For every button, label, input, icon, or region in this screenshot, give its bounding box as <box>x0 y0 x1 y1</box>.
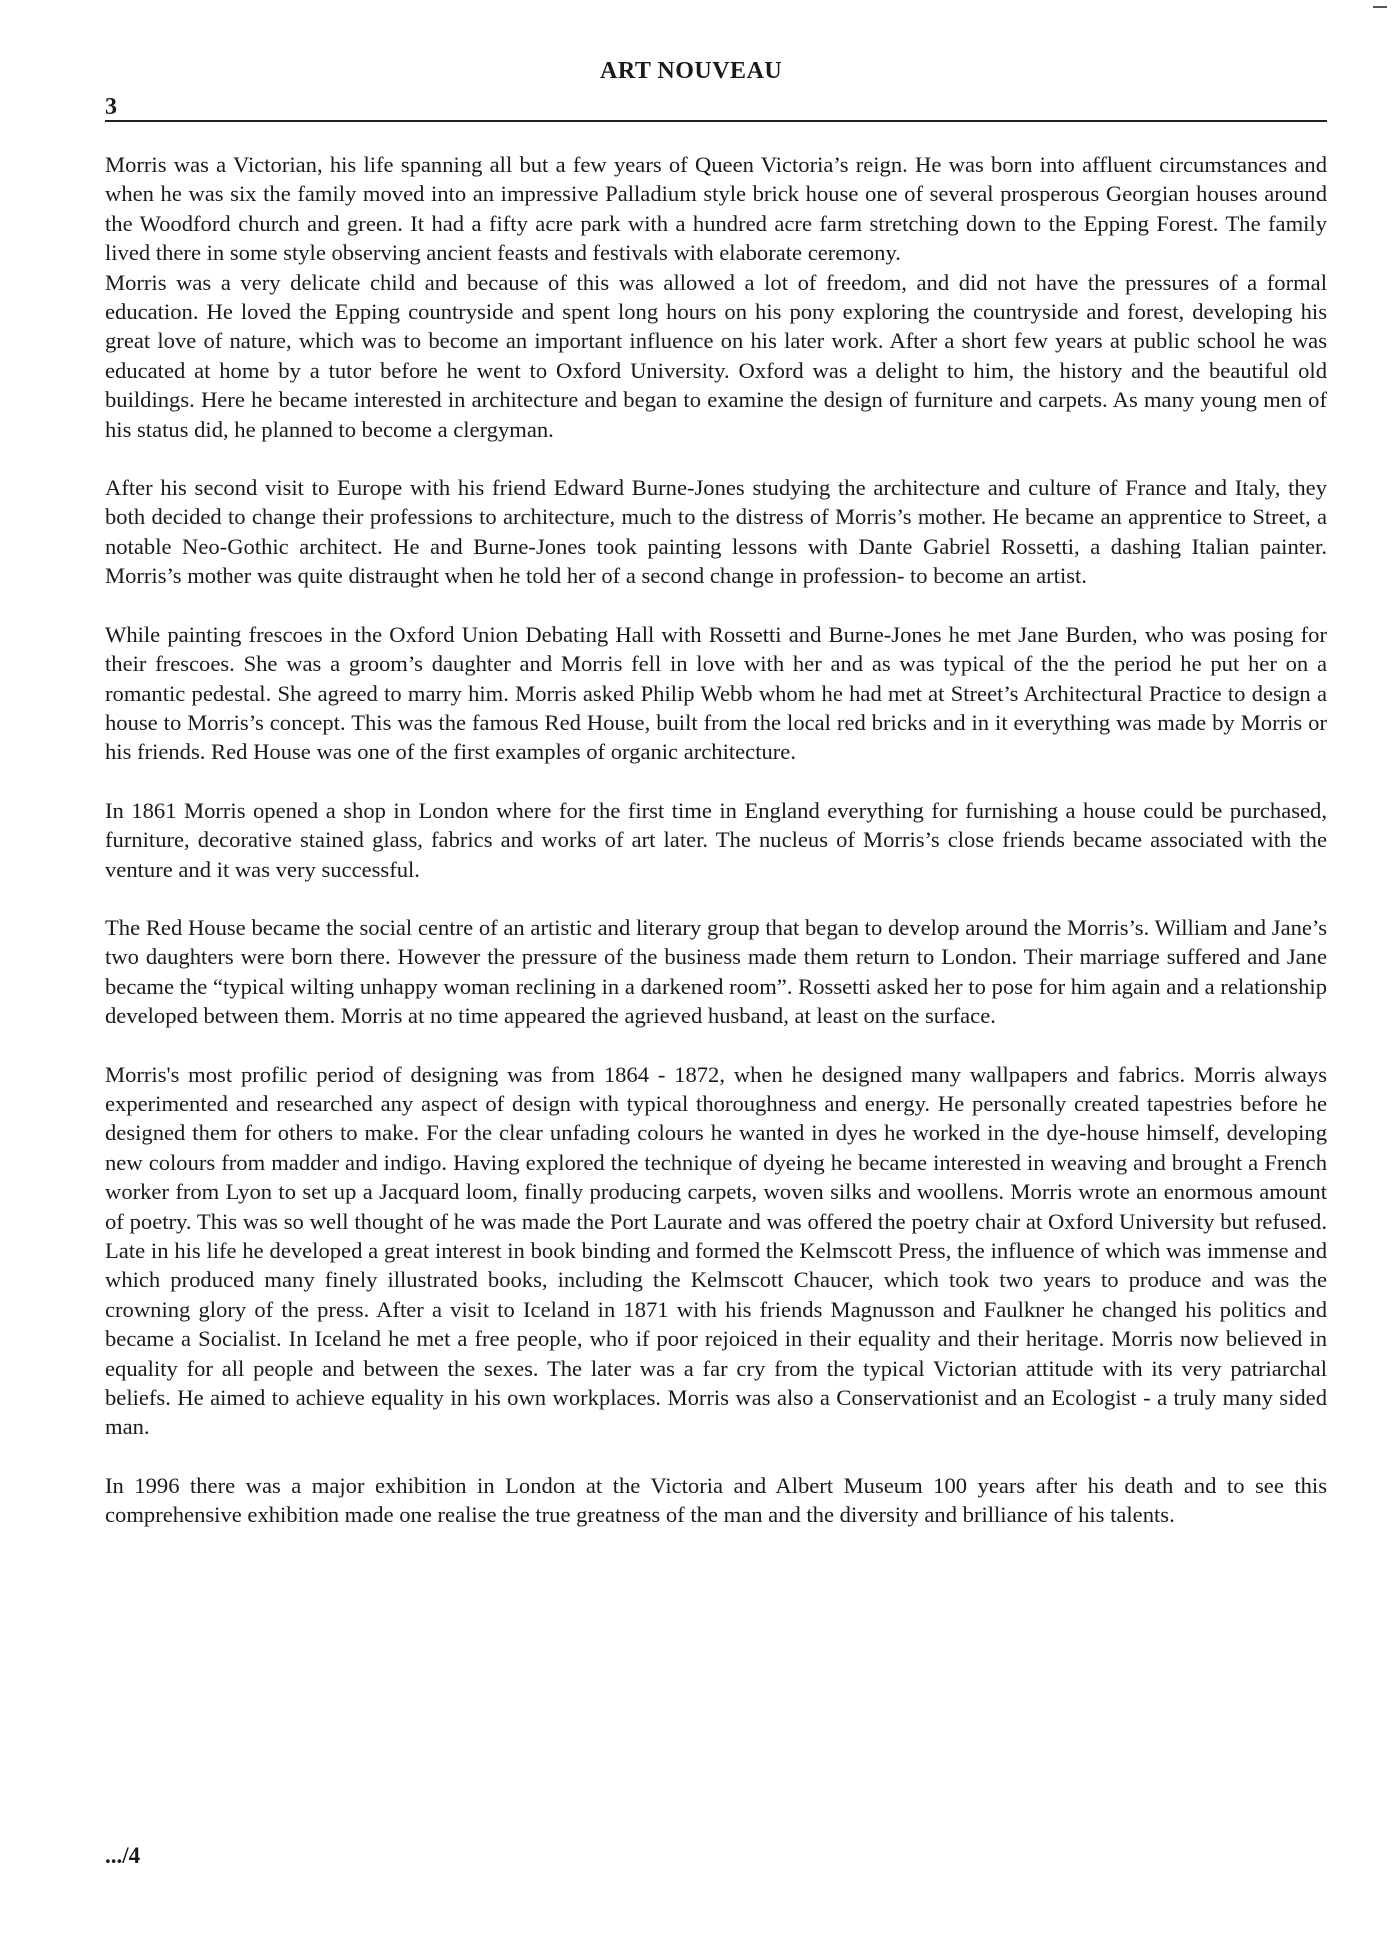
paragraph-6: The Red House became the social centre of an artistic and literary group that began to develop around the Morris’s. William and Jane’s two daughters were born there. However the pressure of the business made them return to London. Their marriage suffered and Jane became the “typical wilting unhappy woman reclining in a darkened room”. Rossetti asked her to pose for him again and a relationship developed between them. Morris at no time appeared the agrieved husband, at least on the surface. <box>105 914 1327 1029</box>
paragraph-3: After his second visit to Europe with his friend Edward Burne-Jones studying the architecture and culture of France and Italy, they both decided to change their professions to architecture, much to the distress of Morris’s mother. He became an apprentice to Street, a notable Neo-Gothic architect. He and Burne-Jones took painting lessons with Dante Gabriel Rossetti, a dashing Italian painter. Morris’s mother was quite distraught when he told her of a second change in profession- to become an artist. <box>105 475 1327 589</box>
corner-mark <box>1373 6 1387 8</box>
header-rule <box>105 120 1327 122</box>
paragraph-8: In 1996 there was a major exhibition in London at the Victoria and Albert Museum 100 years after his death and to see this comprehensive exhibition made one realise the true greatness of the man and the diversity and brilliance of his talents. <box>105 1472 1327 1528</box>
paragraph-5: In 1861 Morris opened a shop in London where for the first time in England everything for furnishing a house could be purchased, furniture, decorative stained glass, fabrics and works of art later. The nucleus of Morris’s close friends became associated with the venture and it was very successful. <box>105 797 1327 882</box>
page-number: 3 <box>105 94 117 120</box>
paragraph-4: While painting frescoes in the Oxford Union Debating Hall with Rossetti and Burne-Jones he met Jane Burden, who was posing for their frescoes. She was a groom’s daughter and Morris fell in love with her and as was typical of the the period he put her on a romantic pedestal. She agreed to marry him. Morris asked Philip Webb whom he had met at Street’s Architectural Practice to design a house to Morris’s concept. This was the famous Red House, built from the local red bricks and in it everything was made by Morris or his friends. Red House was one of the first examples of organic architecture. <box>105 621 1327 765</box>
paragraph-2: Morris was a very delicate child and because of this was allowed a lot of freedom, and did not have the pressures of a formal education. He loved the Epping countryside and spent long hours on his pony exploring the countryside and forest, developing his great love of nature, which was to become an important influence on his later work. After a short few years at public school he was educated at home by a tutor before he went to Oxford University. Oxford was a delight to him, the history and the beautiful old buildings. Here he became interested in architecture and began to examine the design of furniture and carpets. As many young men of his status did, he planned to become a clergyman. <box>105 269 1327 442</box>
page-title: ART NOUVEAU <box>600 58 783 84</box>
article-body <box>105 150 1327 1530</box>
paragraph-7: Morris's most profilic period of designing was from 1864 - 1872, when he designed many wallpapers and fabrics. Morris always experimented and researched any aspect of design with typical thoroughness and energy. He personally created tapestries before he designed them for others to make. For the clear unfading colours he wanted in dyes he worked in the dye-house himself, developing new colours from madder and indigo. Having explored the technique of dyeing he became interested in weaving and brought a French worker from Lyon to set up a Jacquard loom, finally producing carpets, woven silks and woollens. Morris wrote an enormous amount of poetry. This was so well thought of he was made the Port Laurate and was offered the poetry chair at Oxford University but refused. Late in his life he developed a great interest in book binding and formed the Kelmscott Press, the influence of which was immense and which produced many finely illustrated books, including the Kelmscott Chaucer, which took two years to produce and was the crowning glory of the press. After a visit to Iceland in 1871 with his friends Magnusson and Faulkner he changed his politics and became a Socialist. In Iceland he met a free people, who if poor rejoiced in their equality and their heritage. Morris now believed in equality for all people and between the sexes. The later was a far cry from the typical Victorian attitude with its very patriarchal beliefs. He aimed to achieve equality in his own workplaces. Morris was also a Conservationist and an Ecologist - a truly many sided man. <box>105 1061 1327 1440</box>
continuation-marker: .../4 <box>105 1843 141 1868</box>
paragraph-1: Morris was a Victorian, his life spanning all but a few years of Queen Victoria’s reign. He was born into affluent circumstances and when he was six the family moved into an impressive Palladium style brick house one of several prosperous Georgian houses around the Woodford church and green. It had a fifty acre park with a hundred acre farm stretching down to the Epping Forest. The family lived there in some style observing ancient feasts and festivals with elaborate ceremony. <box>105 152 1327 266</box>
